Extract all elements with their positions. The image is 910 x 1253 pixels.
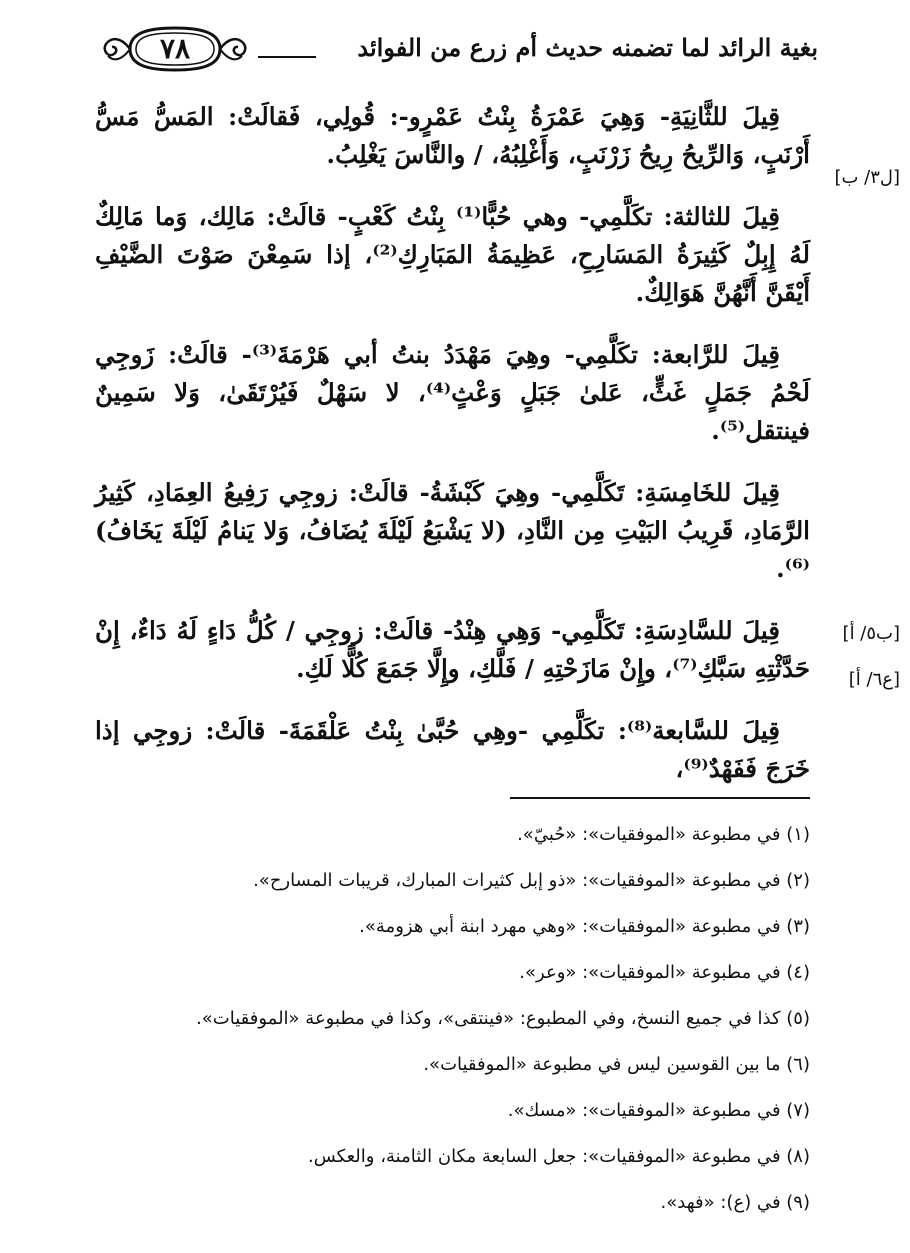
paragraph: قِيلَ للخَامِسَةِ: تَكَلَّمِي- وهِيَ كَبْشَةُ- قالَتْ: زوجِي رَفِيعُ العِمَادِ، كَثِيرُ الرَّمَادِ، قَرِيبُ البَيْتِ مِن النَّادِ، (لا يَشْبَعُ لَيْلَةَ يُضَافُ، وَلا يَنامُ لَيْلَةَ يَخَافُ)⁽⁶⁾. (95, 478, 810, 583)
page-number: ٧٨ (159, 32, 191, 65)
footnote: (١) في مطبوعة «الموفقيات»: «حُبيّ». (517, 824, 810, 845)
footnote: (٢) في مطبوعة «الموفقيات»: «ذو إبل كثيرات المبارك، قريبات المسارح». (253, 870, 810, 891)
paragraph: قِيلَ للثالثة: تكَلَّمِي- وهي حُبًّا⁽¹⁾ بِنْتُ كَعْبٍ- قالَتْ: مَالِك، وَما مَالِكٌ لَهُ إِبِلٌ كَثِيرَةُ المَسَارِحِ، عَظِيمَةُ المَبَارِكِ⁽²⁾، إذا سَمِعْنَ صَوْتَ الضَّيْفِ أَيْقَنَّ أَنَّهُنَّ هَوَالِكٌ. (95, 202, 810, 307)
paragraph: قِيلَ للرَّابعة: تكَلَّمِي- وهِيَ مَهْدَدُ بنتُ أبي هَرْمَةَ⁽³⁾- قالَتْ: زَوجِي لَحْمُ جَمَلٍ غَثٍّ، عَلىٰ جَبَلٍ وَعْثٍ⁽⁴⁾، لا سَهْلٌ فَيُرْتَقَىٰ، وَلا سَمِينٌ فينتقل⁽⁵⁾. (95, 340, 810, 445)
main-text (95, 98, 810, 812)
footnotes (160, 812, 810, 1226)
page-header (0, 20, 910, 80)
page-number-ornament (100, 24, 250, 74)
footnote: (٦) ما بين القوسين ليس في مطبوعة «الموفقيات». (423, 1054, 810, 1075)
footnote: (٥) كذا في جميع النسخ، وفي المطبوع: «فينتقى»، وكذا في مطبوعة «الموفقيات». (196, 1008, 810, 1029)
paragraph: قِيلَ للثَّانِيَةِ- وَهِيَ عَمْرَةُ بِنْتُ عَمْرٍو-: قُولِي، فَقالَتْ: المَسُّ مَسُّ أَرْنَبٍ، وَالرِّيحُ رِيحُ زَرْنَبٍ، وَأَغْلِبُهُ، / والنَّاسَ يَغْلِبُ. (95, 102, 810, 169)
footnote-separator (510, 797, 810, 799)
margin-note: [ل٣/ ب] (834, 167, 900, 188)
margin-note: [ب٥/ أ] (842, 623, 900, 644)
paragraph: قِيلَ للسَّادِسَةِ: تَكَلَّمِي- وَهِي هِنْدُ- قالَتْ: زوجِي / كُلُّ دَاءٍ لَهُ دَاءٌ، إِنْ حَدَّثْتِهِ سَبَّكِ⁽⁷⁾، وإِنْ مَازَحْتِهِ / فَلَّكِ، وإِلَّا جَمَعَ كُلًّا لَكِ. (95, 616, 810, 683)
footnote: (٣) في مطبوعة «الموفقيات»: «وهي مهرد ابنة أبي هزومة». (359, 916, 810, 937)
header-rule (258, 56, 316, 58)
footnote: (٨) في مطبوعة «الموفقيات»: جعل السابعة مكان الثامنة، والعكس. (308, 1146, 810, 1167)
footnote: (٧) في مطبوعة «الموفقيات»: «مسك». (507, 1100, 810, 1121)
footnote: (٩) في (ع): «فهد». (660, 1192, 810, 1213)
paragraph: قِيلَ للسَّابعة⁽⁸⁾: تكَلَّمِي -وهِي حُبَّىٰ بِنْتُ عَلْقَمَةَ- قالَتْ: زوجِي إذا خَرَجَ فَفَهْدٌ⁽⁹⁾، (95, 716, 810, 783)
running-title: بغية الرائد لما تضمنه حديث أم زرع من الفوائد (357, 33, 818, 62)
footnote: (٤) في مطبوعة «الموفقيات»: «وعر». (519, 962, 810, 983)
margin-note: [ع٦/ أ] (848, 669, 900, 690)
